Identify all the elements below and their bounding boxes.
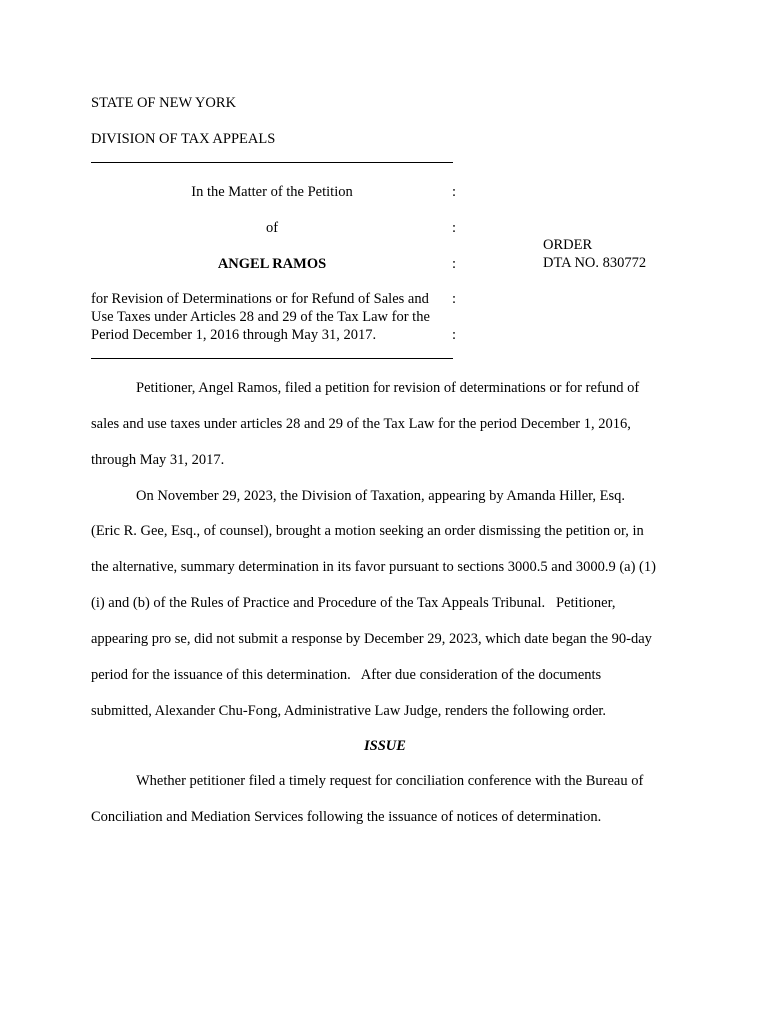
division-name: DIVISION OF TAX APPEALS — [91, 131, 276, 147]
body-text-line: period for the issuance of this determination. After due consideration of the documents — [91, 667, 602, 683]
caption-description-line: for Revision of Determinations or for Refund of Sales and — [91, 291, 429, 307]
petitioner-name: ANGEL RAMOS — [217, 256, 327, 272]
caption-top-rule — [91, 162, 453, 163]
body-text-line: Conciliation and Mediation Services following the issuance of notices of determination. — [91, 809, 602, 825]
caption-colon: : — [452, 291, 457, 307]
caption-colon: : — [452, 256, 457, 272]
caption-matter-line: In the Matter of the Petition — [191, 184, 353, 200]
caption-of-line: of — [265, 220, 279, 236]
order-label: ORDER — [543, 237, 593, 253]
body-text-line: Petitioner, Angel Ramos, filed a petition for revision of determinations or for refund of — [136, 380, 640, 396]
body-text-line: Whether petitioner filed a timely request for conciliation conference with the Bureau of — [136, 773, 644, 789]
caption-description-line: Period December 1, 2016 through May 31, 2017. — [91, 327, 377, 343]
caption-colon: : — [452, 220, 457, 236]
caption-bottom-rule — [91, 358, 453, 359]
body-text-line: On November 29, 2023, the Division of Taxation, appearing by Amanda Hiller, Esq. — [136, 488, 626, 504]
body-text-line: (Eric R. Gee, Esq., of counsel), brought a motion seeking an order dismissing the petition or, in — [91, 523, 644, 539]
body-text-line: the alternative, summary determination in its favor pursuant to sections 3000.5 and 3000.9 (a) (1) — [91, 559, 656, 575]
caption-description-line: Use Taxes under Articles 28 and 29 of the Tax Law for the — [91, 309, 430, 325]
dta-number: DTA NO. 830772 — [543, 255, 647, 271]
state-name: STATE OF NEW YORK — [91, 95, 237, 111]
caption-colon: : — [452, 327, 457, 343]
caption-colon: : — [452, 184, 457, 200]
body-text-line: (i) and (b) of the Rules of Practice and Procedure of the Tax Appeals Tribunal. Petitioner, — [91, 595, 616, 611]
issue-heading: ISSUE — [364, 738, 406, 754]
body-text-line: appearing pro se, did not submit a response by December 29, 2023, which date began the 90-day — [91, 631, 652, 647]
body-text-line: sales and use taxes under articles 28 and 29 of the Tax Law for the period December 1, 2016, — [91, 416, 631, 432]
body-text-line: through May 31, 2017. — [91, 452, 225, 468]
body-text-line: submitted, Alexander Chu-Fong, Administrative Law Judge, renders the following order. — [91, 703, 607, 719]
